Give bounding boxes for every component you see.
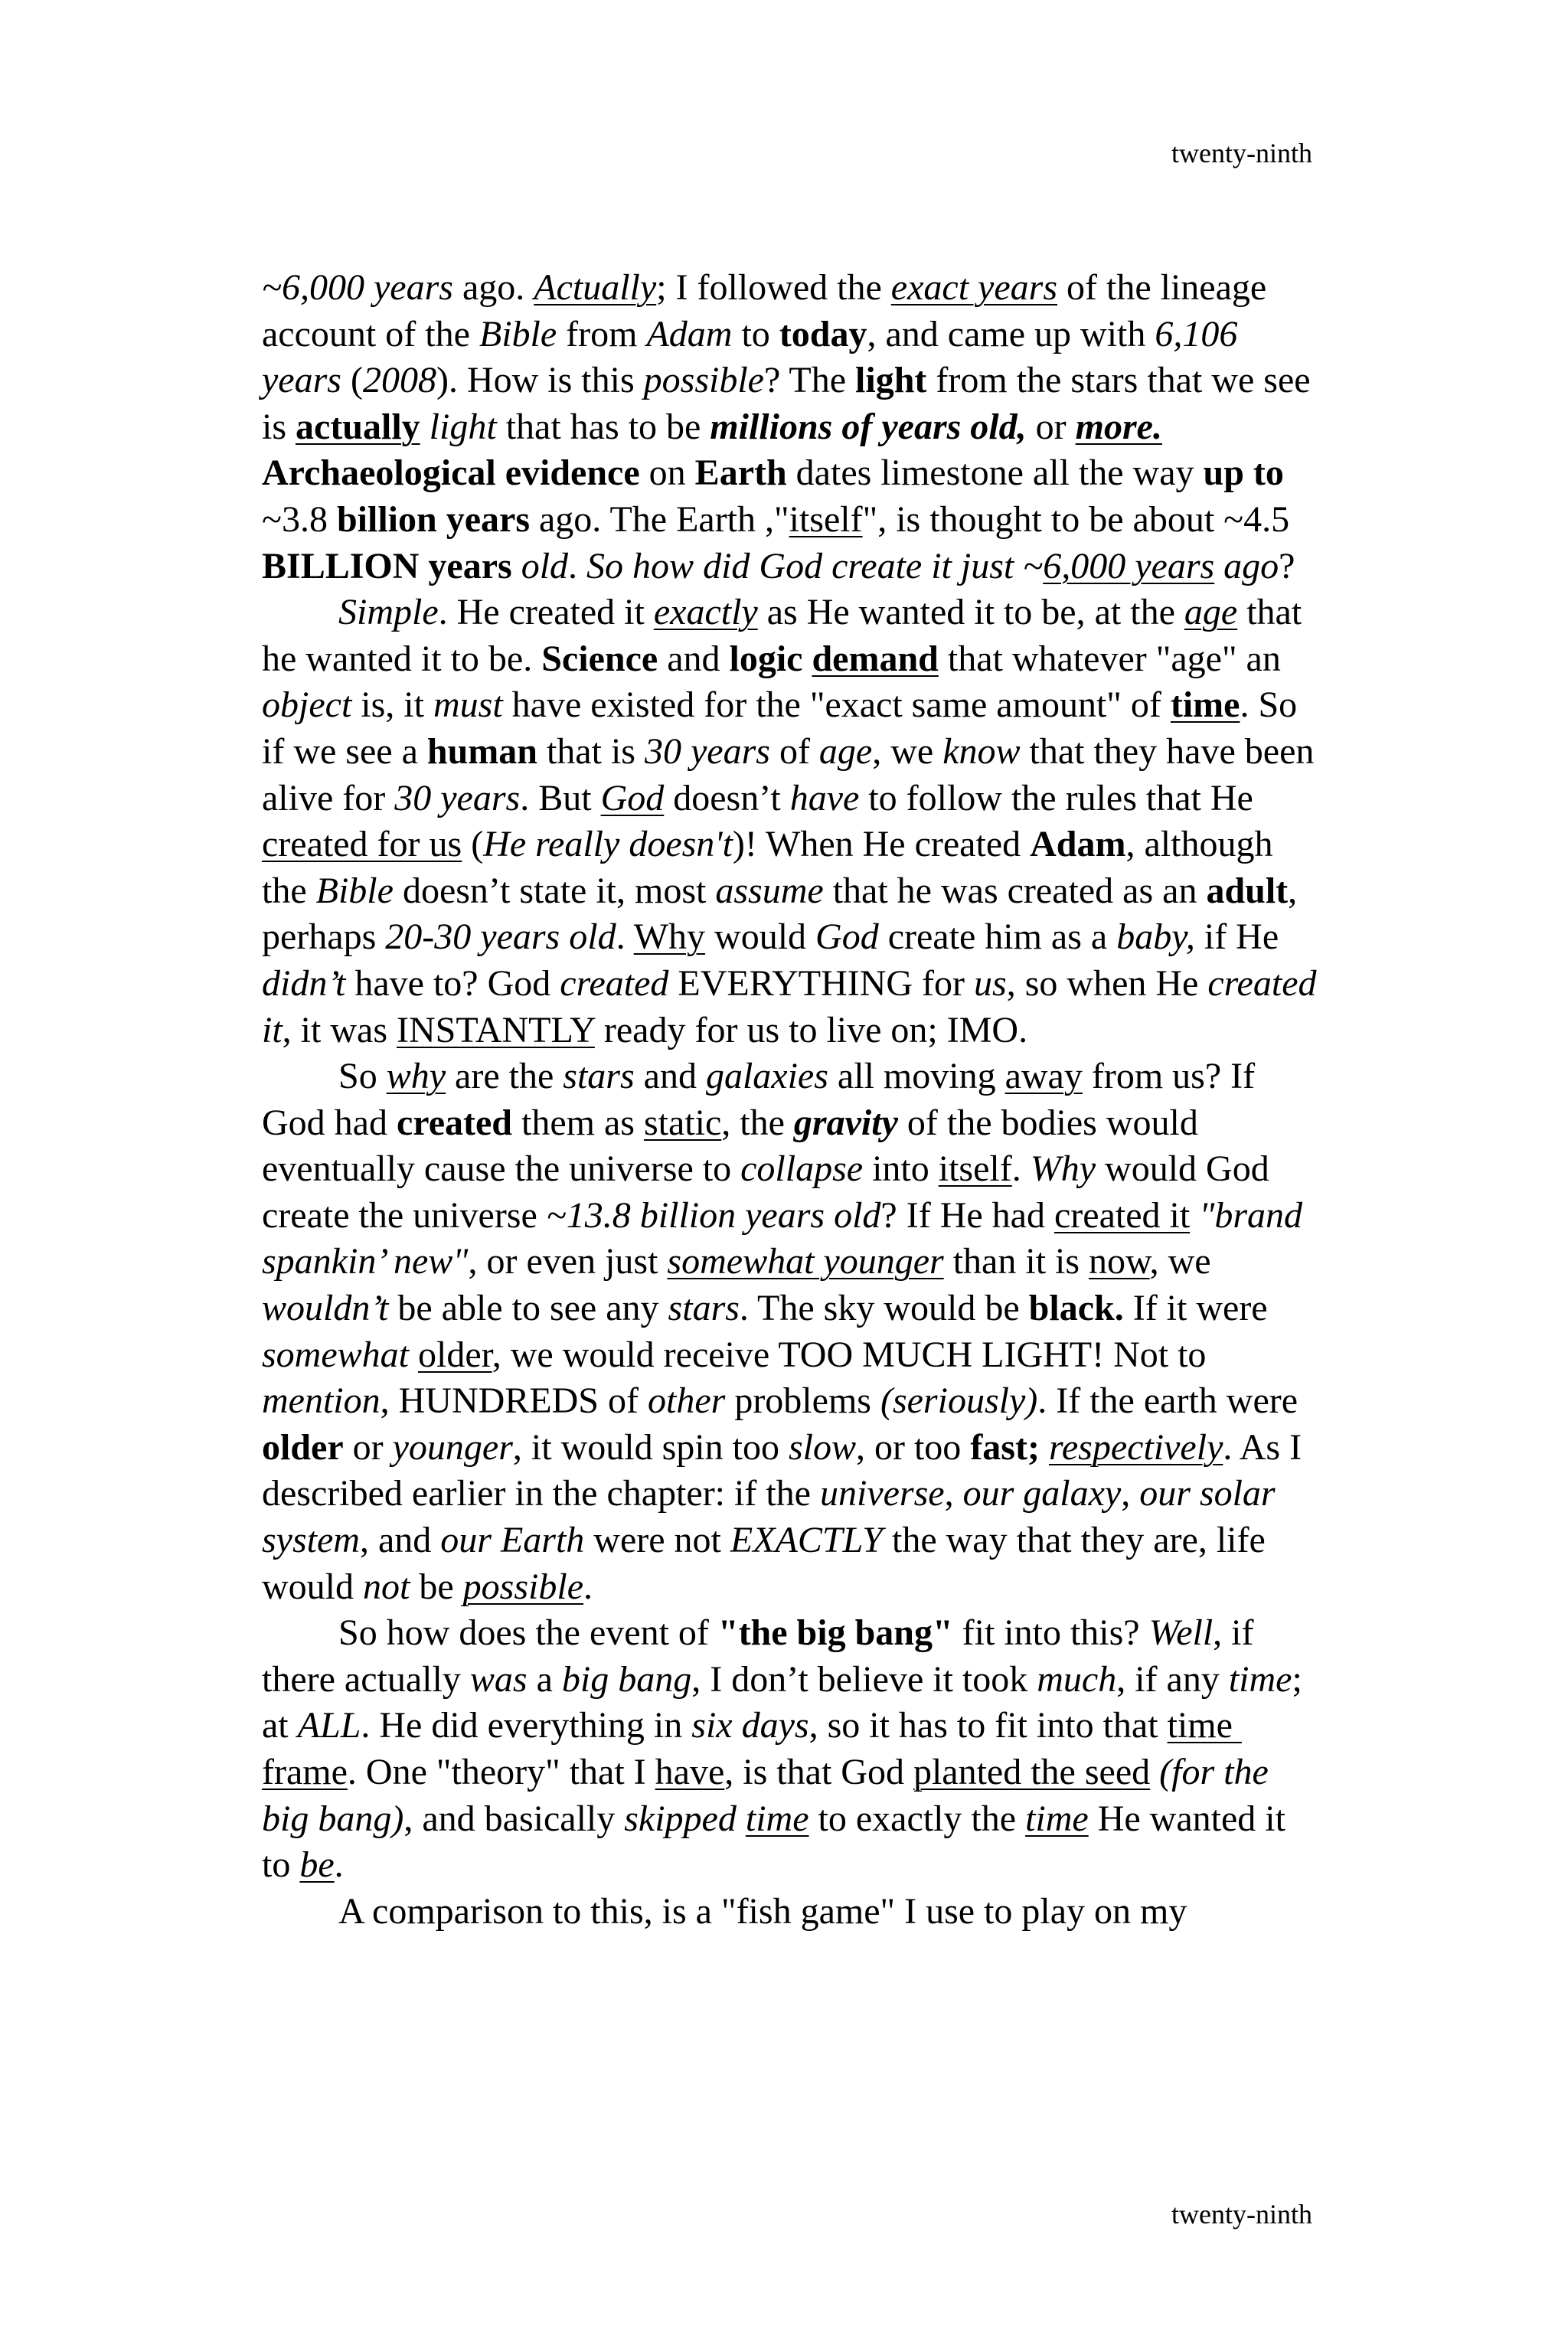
text-run: . bbox=[334, 1844, 344, 1886]
text-run: God bbox=[600, 777, 665, 818]
text-run: fast; bbox=[970, 1426, 1040, 1468]
text-run: more. bbox=[1075, 406, 1162, 447]
text-run: that whatever "age" an bbox=[938, 638, 1290, 679]
text-run: from the stars that we see is bbox=[262, 360, 1320, 447]
paragraph bbox=[262, 1610, 1317, 1889]
text-run: from bbox=[557, 313, 647, 354]
paragraph bbox=[262, 1889, 1317, 1936]
text-run: stars bbox=[668, 1288, 740, 1329]
page-footer-running-title: twenty-ninth bbox=[1171, 2199, 1312, 2230]
text-run: our Earth bbox=[440, 1520, 585, 1561]
text-run: skipped bbox=[624, 1798, 737, 1839]
text-run: stars bbox=[563, 1056, 635, 1097]
text-run: have existed for the "exact same amount" of bbox=[502, 684, 1171, 726]
text-run: time frame bbox=[262, 1705, 1242, 1792]
text-run: that he was created as an bbox=[823, 870, 1207, 911]
text-run: (for the big bang) bbox=[262, 1752, 1278, 1839]
text-run: itself bbox=[938, 1148, 1012, 1190]
text-run: and bbox=[634, 1056, 706, 1097]
text-run: So bbox=[338, 1056, 387, 1097]
text-run: and bbox=[658, 638, 730, 679]
text-run: He wanted it to bbox=[262, 1798, 1295, 1886]
text-run: ago bbox=[1223, 545, 1279, 586]
text-run: , bbox=[1121, 1473, 1140, 1514]
text-run: . He did everything in bbox=[361, 1705, 692, 1746]
text-run: ( bbox=[341, 360, 363, 401]
text-run: old bbox=[521, 545, 569, 586]
text-run bbox=[1162, 407, 1171, 447]
text-run: BILLION years bbox=[262, 545, 512, 586]
text-run bbox=[1040, 1427, 1049, 1468]
text-run: . bbox=[616, 916, 634, 958]
text-run: Bible bbox=[479, 313, 557, 354]
text-run: create him as a bbox=[878, 916, 1117, 958]
text-run: ago. bbox=[452, 267, 534, 308]
text-run: be bbox=[410, 1566, 463, 1607]
text-run: 30 years bbox=[644, 730, 770, 772]
text-run: us bbox=[974, 962, 1007, 1004]
text-run: time bbox=[1228, 1658, 1292, 1700]
text-run: younger bbox=[392, 1426, 513, 1468]
paragraph bbox=[262, 1054, 1317, 1610]
text-run: , so it has to fit into that bbox=[808, 1705, 1168, 1746]
text-run: , we would receive TOO MUCH LIGHT! Not to bbox=[492, 1334, 1216, 1375]
text-run: away bbox=[1004, 1056, 1083, 1097]
text-run: , it was bbox=[282, 1009, 397, 1050]
text-run: . The sky would be bbox=[739, 1288, 1029, 1329]
text-run: . bbox=[568, 545, 587, 586]
text-run: on bbox=[639, 452, 695, 494]
text-run: time bbox=[1170, 684, 1240, 726]
text-run: up to bbox=[1203, 452, 1284, 494]
text-run: , or even just bbox=[468, 1241, 668, 1282]
text-run: light bbox=[429, 406, 497, 447]
text-run: adult bbox=[1206, 870, 1289, 911]
text-run: doesn’t state it, most bbox=[393, 870, 716, 911]
text-run: created bbox=[560, 962, 669, 1004]
text-run: have bbox=[789, 777, 860, 818]
text-run: created it bbox=[1054, 1194, 1191, 1236]
text-run: that he wanted it to be. bbox=[262, 592, 1312, 679]
text-run: them as bbox=[512, 1102, 644, 1143]
text-run: ( bbox=[462, 824, 484, 865]
text-run: Adam bbox=[646, 313, 733, 354]
text-run: older bbox=[262, 1426, 344, 1468]
text-run: much bbox=[1037, 1658, 1117, 1700]
text-run: . But bbox=[520, 777, 601, 818]
text-run: , perhaps bbox=[262, 870, 1307, 958]
text-run: all moving bbox=[828, 1056, 1005, 1097]
text-run: millions of years old, bbox=[710, 406, 1027, 447]
text-run: . If the earth were bbox=[1037, 1380, 1308, 1422]
text-run: time bbox=[1025, 1798, 1089, 1839]
text-run: . One "theory" that I bbox=[347, 1752, 655, 1792]
text-run: a bbox=[527, 1658, 562, 1700]
text-run: be able to see any bbox=[388, 1288, 668, 1329]
text-run: from us? If God had bbox=[262, 1056, 1265, 1143]
text-run: ; at bbox=[262, 1658, 1312, 1746]
text-run: billion years bbox=[336, 498, 530, 540]
text-run: Archaeological evidence bbox=[262, 452, 640, 494]
text-run: Earth bbox=[694, 452, 787, 494]
text-run: ~3.8 bbox=[262, 452, 1293, 540]
text-run: . So if we see a bbox=[262, 684, 1307, 772]
text-run: God bbox=[815, 916, 879, 958]
text-run: , so when He bbox=[1006, 962, 1208, 1004]
text-run: So how does the event of bbox=[338, 1612, 718, 1654]
text-run: created it bbox=[262, 962, 1326, 1050]
text-run: , we bbox=[872, 730, 943, 772]
text-run: to exactly the bbox=[808, 1798, 1026, 1839]
text-run: , or too bbox=[855, 1426, 971, 1468]
text-run: is, it bbox=[351, 684, 433, 726]
text-run: to follow the rules that He bbox=[859, 777, 1263, 818]
text-run: possible bbox=[462, 1566, 583, 1607]
body-text bbox=[262, 265, 1326, 1935]
text-run: baby, bbox=[1116, 916, 1195, 958]
text-run: must bbox=[433, 684, 503, 726]
text-run: problems bbox=[725, 1380, 880, 1422]
paragraph bbox=[262, 265, 1320, 590]
text-run: are the bbox=[446, 1056, 564, 1097]
text-run: light bbox=[855, 360, 927, 401]
text-run: , HUNDREDS of bbox=[380, 1380, 648, 1422]
text-run: "the big bang" bbox=[717, 1612, 953, 1654]
text-run: universe bbox=[819, 1473, 945, 1514]
text-run: would bbox=[705, 916, 816, 958]
text-run: 2008 bbox=[362, 360, 436, 401]
text-run: slow bbox=[788, 1426, 856, 1468]
text-run: why bbox=[386, 1056, 446, 1097]
text-run: ~6,000 years bbox=[262, 267, 453, 308]
text-run: was bbox=[469, 1658, 528, 1700]
text-run: ; I followed the bbox=[656, 267, 891, 308]
text-run: ). How is this bbox=[436, 360, 644, 401]
text-run: Why bbox=[1030, 1148, 1096, 1190]
text-run: ago. The Earth ," bbox=[530, 498, 789, 540]
text-run: age bbox=[1184, 592, 1238, 633]
text-run: actually bbox=[296, 406, 420, 447]
text-run: 6,000 years bbox=[1043, 545, 1215, 586]
text-run: EXACTLY bbox=[730, 1520, 883, 1561]
text-run: respectively bbox=[1048, 1426, 1223, 1468]
text-run: not bbox=[363, 1566, 410, 1607]
text-run: gravity bbox=[793, 1102, 898, 1143]
text-run: our solar system bbox=[262, 1473, 1285, 1561]
text-run: of the lineage account of the bbox=[262, 267, 1276, 354]
text-run: , I don’t believe it took bbox=[691, 1658, 1037, 1700]
text-run: of bbox=[769, 730, 819, 772]
text-run: ", is thought to be about ~4.5 bbox=[862, 498, 1299, 540]
text-run: He really doesn't bbox=[483, 824, 733, 865]
text-run: ? If He had bbox=[880, 1194, 1054, 1236]
text-run: be bbox=[299, 1844, 335, 1886]
text-run bbox=[409, 1334, 418, 1375]
text-run: the way that they are, life would bbox=[262, 1520, 1275, 1607]
text-run: into bbox=[863, 1148, 939, 1190]
text-run: , and bbox=[359, 1520, 441, 1561]
text-run: Bible bbox=[315, 870, 394, 911]
text-run: that they have been alive for bbox=[262, 730, 1324, 818]
text-run: have bbox=[655, 1752, 725, 1792]
text-run: if He bbox=[1194, 916, 1289, 958]
text-run: mention bbox=[262, 1380, 381, 1422]
text-run: doesn’t bbox=[664, 777, 790, 818]
text-run: Why bbox=[633, 916, 706, 958]
text-run: ? bbox=[1279, 545, 1295, 586]
text-run: exactly bbox=[653, 592, 758, 633]
text-run: created for us bbox=[262, 824, 462, 865]
text-run: big bang bbox=[561, 1658, 692, 1700]
text-run: , although the bbox=[262, 824, 1282, 911]
text-run: planted the seed bbox=[913, 1752, 1151, 1792]
text-run: than it is bbox=[943, 1241, 1089, 1282]
text-run: Simple bbox=[338, 592, 439, 633]
text-run bbox=[512, 546, 521, 586]
text-run: dates limestone all the way bbox=[786, 452, 1204, 494]
text-run: somewhat bbox=[262, 1334, 409, 1375]
text-run: to bbox=[732, 313, 779, 354]
text-run: , we bbox=[1149, 1241, 1220, 1282]
text-run: ~13.8 billion years old bbox=[546, 1194, 881, 1236]
text-run: that has to be bbox=[496, 406, 710, 447]
text-run: time bbox=[745, 1798, 809, 1839]
text-run: . As I described earlier in the chapter: if the bbox=[262, 1426, 1312, 1514]
text-run: , if there actually bbox=[262, 1612, 1263, 1700]
text-run: possible bbox=[643, 360, 764, 401]
text-run: didn’t bbox=[262, 962, 346, 1004]
text-run: wouldn’t bbox=[262, 1288, 389, 1329]
text-run: or bbox=[1026, 406, 1076, 447]
text-run bbox=[1214, 546, 1223, 586]
text-run: six days bbox=[691, 1705, 809, 1746]
text-run: Science bbox=[541, 638, 658, 679]
text-run: If it were bbox=[1123, 1288, 1277, 1329]
text-run: EVERYTHING for bbox=[668, 962, 975, 1004]
text-run: A comparison to this, is a "fish game" I use to play on my bbox=[338, 1890, 1187, 1932]
text-run: know bbox=[942, 730, 1021, 772]
text-run: Adam bbox=[1030, 824, 1126, 865]
paragraph bbox=[262, 590, 1326, 1054]
text-run: , bbox=[944, 1473, 963, 1514]
text-run: galaxies bbox=[705, 1056, 828, 1097]
page-header-running-title: twenty-ninth bbox=[1171, 138, 1312, 168]
text-run: . bbox=[583, 1566, 593, 1607]
text-run: static bbox=[643, 1102, 722, 1143]
text-run: Well bbox=[1148, 1612, 1214, 1654]
text-run bbox=[1190, 1195, 1199, 1236]
text-run bbox=[737, 1798, 746, 1839]
text-run: would God create the universe bbox=[262, 1148, 1279, 1236]
text-run: of the bodies would eventually cause the universe to bbox=[262, 1102, 1207, 1190]
text-run: Actually bbox=[534, 267, 657, 308]
text-run: assume bbox=[715, 870, 824, 911]
text-run: somewhat younger bbox=[667, 1241, 944, 1282]
text-run: INSTANTLY bbox=[397, 1009, 595, 1050]
text-run bbox=[802, 639, 812, 679]
text-run: itself bbox=[789, 498, 863, 540]
text-run: or bbox=[343, 1426, 393, 1468]
text-run: ALL bbox=[297, 1705, 361, 1746]
text-run: object bbox=[262, 684, 352, 726]
text-run: black. bbox=[1028, 1288, 1124, 1329]
text-run: created bbox=[396, 1102, 512, 1143]
text-run: . He created it bbox=[438, 592, 654, 633]
text-run: 6,106 years bbox=[262, 313, 1247, 401]
text-run: ready for us to live on; IMO. bbox=[594, 1009, 1028, 1050]
text-run: collapse bbox=[740, 1148, 864, 1190]
text-run: were not bbox=[584, 1520, 730, 1561]
text-run: , and basically bbox=[403, 1798, 625, 1839]
text-run bbox=[1150, 1752, 1159, 1792]
text-run: now bbox=[1089, 1241, 1150, 1282]
text-run: other bbox=[647, 1380, 726, 1422]
text-run bbox=[420, 407, 430, 447]
text-run: 20-30 years old bbox=[385, 916, 616, 958]
text-run: logic bbox=[729, 638, 803, 679]
text-run: "brand spankin’ new" bbox=[262, 1194, 1312, 1282]
text-run: that is bbox=[537, 730, 645, 772]
text-run: )! When He created bbox=[732, 824, 1031, 865]
text-run: , if any bbox=[1116, 1658, 1229, 1700]
text-run: human bbox=[426, 730, 537, 772]
text-run: as He wanted it to be, at the bbox=[757, 592, 1184, 633]
text-run: So how did God create it just ~ bbox=[586, 545, 1044, 586]
text-run: age bbox=[818, 730, 873, 772]
text-run: , it would spin too bbox=[512, 1426, 789, 1468]
text-run: today bbox=[779, 313, 867, 354]
text-run: 30 years bbox=[394, 777, 521, 818]
text-run: , the bbox=[721, 1102, 794, 1143]
text-run: , and came up with bbox=[867, 313, 1155, 354]
text-run: fit into this? bbox=[952, 1612, 1149, 1654]
text-run: (seriously) bbox=[880, 1380, 1038, 1422]
text-run: demand bbox=[812, 638, 939, 679]
text-run: , is that God bbox=[724, 1752, 913, 1792]
text-run: . bbox=[1011, 1148, 1031, 1190]
text-run: our galaxy bbox=[962, 1473, 1122, 1514]
text-run: have to? God bbox=[345, 962, 560, 1004]
text-run: older bbox=[418, 1334, 492, 1375]
text-run: ? The bbox=[763, 360, 856, 401]
text-run: exact years bbox=[890, 267, 1057, 308]
